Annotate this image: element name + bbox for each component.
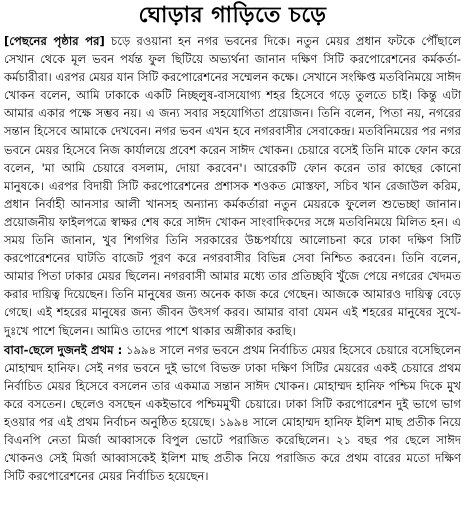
article-paragraph-2 (4, 341, 461, 486)
paragraph-2-text: ১৯৯৪ সালে নগর ভবনে প্রথম নির্বাচিত মেয়র হিসেবে চেয়ারে বসেছিলেন মোহাম্মদ হানিফ। সেই নগর ভবনে দুই ভাগে বিভক্ত ঢাকা দক্ষিণ সিটির মেয়রের একই চেয়ারে প্রথম নির্বাচিত মেয়র হিসেবে বসলেন তার একমাত্র সন্তান সাঈদ খোকন। মোহাম্মদ হানিফ পশ্চিম দিকে মুখ করে বসতেন। ছেলেও বসছেন একইভাবে পশ্চিমমুখী চেয়ারে। ঢাকা সিটি করপোরেশন দুই ভাগে ভাগ হওয়ার পর এই প্রথম নির্বাচন অনুষ্ঠিত হয়েছে। ১৯৯৪ সালে মোহাম্মদ হানিফ ইলিশ মাছ প্রতীক নিয়ে বিএনপি নেতা মির্জা আব্বাসকে বিপুল ভোটে পরাজিত করেছিলেন। ২১ বছর পর ছেলে সাঈদ খোকনও সেই মির্জা আব্বাসকেই ইলিশ মাছ প্রতীক নিয়ে পরাজিত করে প্রথম বারের মতো দক্ষিণ সিটি করপোরেশনের মেয়র নির্বাচিত হয়েছেন। (4, 342, 461, 484)
article-paragraph-1 (4, 32, 461, 340)
section-subhead: বাবা-ছেলে দুজনই প্রথম : (4, 342, 123, 357)
paragraph-1-text: চড়ে রওয়ানা হন নগর ভবনের দিকে। নতুন মেয়র প্রধান ফটকে পৌঁছালে সেখান থেকে মূল ভবন পর্যন্ত ফুল ছিটিয়ে অভ্যর্থনা জানান দক্ষিণ সিটি করপোরেশনের কর্মকর্তা-কর্মচারীরা। এরপর মেয়র যান সিটি করপোরেশনের সম্মেলন কক্ষে। সেখানে সংক্ষিপ্ত মতবিনিময়ে সাঈদ খোকন বলেন, আমি ঢাকাকে একটি নিচ্ছলুষ-বাসযোগ্য শহর হিসেবে গড়ে তুলতে চাই। কিন্তু এটা আমার একার পক্ষে সম্ভব নয়। এ জন্য সবার সহযোগিতা প্রয়োজন। তিনি বলেন, পিতা নয়, নগরের সন্তান হিসেবে আমাকে দেখবেন। নগর ভবন এখন হবে নগরবাসীর সেবাকেন্দ্র। মতবিনিময়ের পর নগর ভবনে মেয়র হিসেবে নিজ কার্যালয়ে প্রবেশ করেন সাঈদ খোকন। চেয়ারে বসেই তিনি মাকে ফোন করে বলেন, 'মা আমি চেয়ারে বসলাম, দোয়া করবেন'। আরেকটি ফোন করেন তার কাছের কোনো মানুষকে। এরপর বিদায়ী সিটি করপোরেশনের প্রশাসক শওকত মোস্তফা, সচিব খান রেজাউল করিম, প্রধান নির্বাহী আনসার আলী খানসহ অন্যান্য কর্মকর্তারা নতুন মেয়রকে ফুলেল শুভেচ্ছা জানান। প্রয়োজনীয় ফাইলপত্রে স্বাক্ষর শেষ করে সাঈদ খোকন সাংবাদিকদের সঙ্গে মতবিনিময়ে মিলিত হন। এ সময় তিনি জানান, খুব শিগগির তিনি সরকারের উচ্চপর্যায়ে আলোচনা করে ঢাকা দক্ষিণ সিটি করপোরেশনের ঘাটতি বাজেট পূরণ করে নগরবাসীর বিভিন্ন সেবা নিশ্চিত করবেন। তিনি বলেন, আমার পিতা ঢাকার মেয়র ছিলেন। নগরবাসী আমার মধ্যে তার প্রতিচ্ছবি খুঁজে পেয়ে নগরের খেদমত করার দায়িত্ব দিয়েছেন। তিনি মানুষের জন্য অনেক কাজ করে গেছেন। আজকে আমারও দায়িত্ব বেড়ে গেছে। এই শহরের মানুষের জন্য জীবন উৎসর্গ করব। আমার বাবা যেমন এই শহরের মানুষের সুখে-দুঃখে পাশে ছিলেন। আমিও তাদের পাশে থাকার অঙ্গীকার করছি। (4, 34, 461, 338)
continuation-lead: [পেছনের পৃষ্ঠার পর] (4, 34, 105, 48)
headline: ঘোড়ার গাড়িতে চড়ে (138, 3, 327, 28)
